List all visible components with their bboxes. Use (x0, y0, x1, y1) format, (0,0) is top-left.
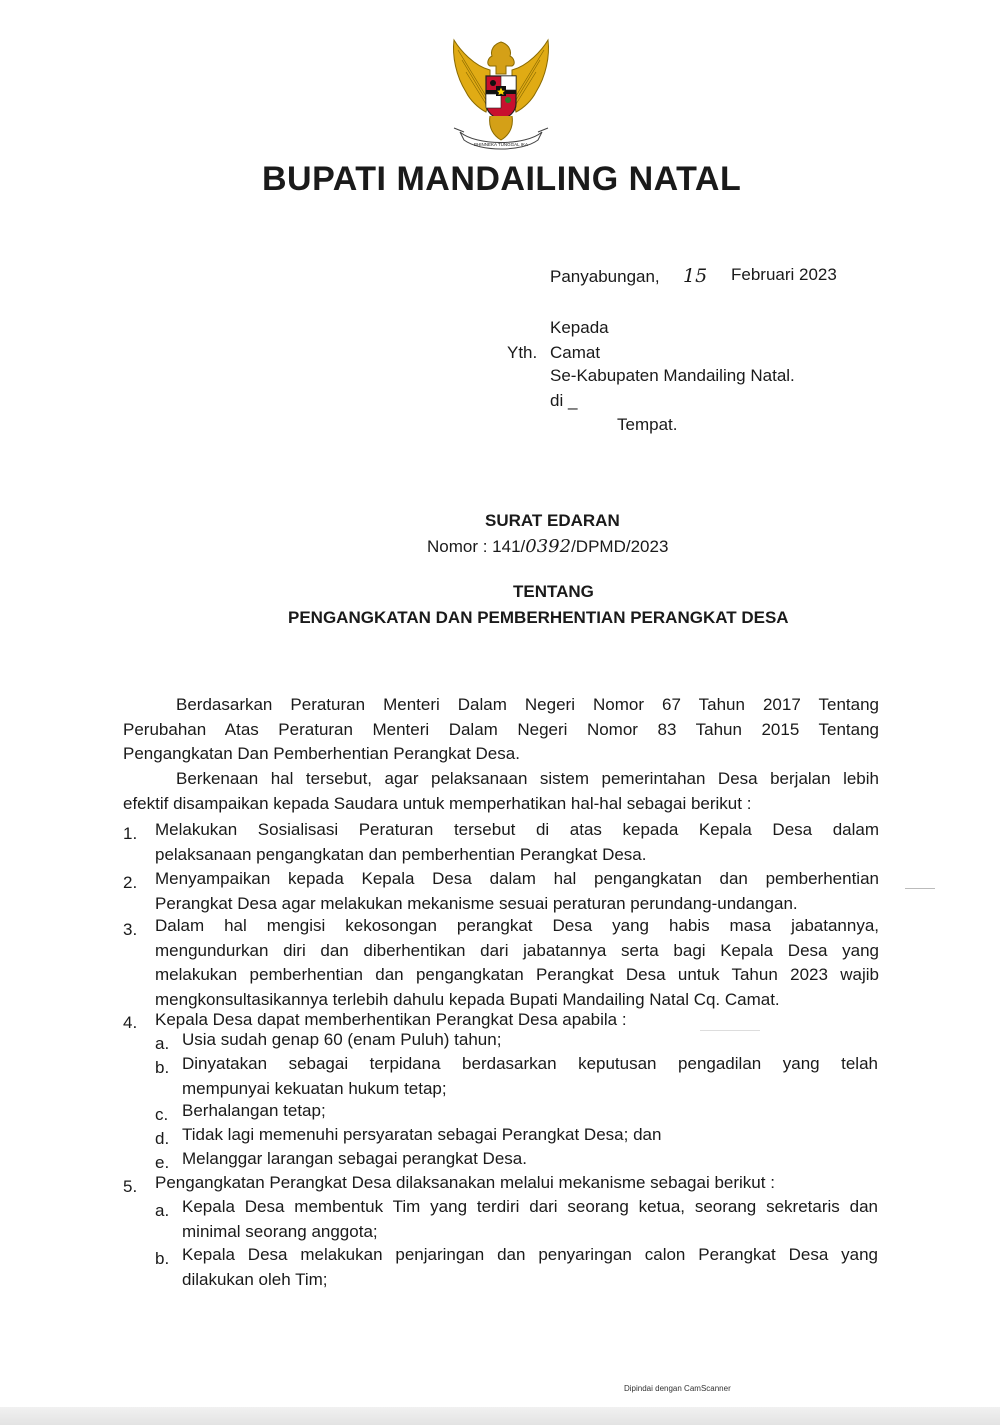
letter-number-suffix: /DPMD/2023 (571, 537, 669, 556)
sub-list-letter: d. (155, 1129, 170, 1148)
scan-speck (905, 888, 935, 889)
letter-number (427, 536, 668, 557)
list-number: 5. (123, 1177, 138, 1196)
letter-tentang: TENTANG (513, 582, 594, 601)
recipient-camat: Camat (550, 343, 601, 362)
paragraph-2-line: Berkenaan hal tersebut, agar pelaksanaan sistem pemerintahan Desa berjalan lebih (176, 769, 879, 788)
sub-item-5a (182, 1195, 878, 1244)
sub-list-letter: b. (155, 1058, 170, 1077)
recipient-tempat: Tempat. (617, 415, 678, 434)
list-number: 3. (123, 920, 138, 939)
list-item-2 (155, 867, 879, 916)
date-day-handwritten: 15 (683, 265, 708, 287)
list-item-line: Dalam hal mengisi kekosongan perangkat Desa yang habis masa jabatannya, (155, 916, 879, 935)
paragraph-1-line: Pengangkatan Dan Pemberhentian Perangkat Desa. (123, 744, 520, 763)
sub-list-letter: b. (155, 1249, 170, 1268)
list-item-line: mengkonsultasikannya terlebih dahulu kepada Bupati Mandailing Natal Cq. Camat. (155, 989, 780, 1009)
paragraph-1-line: Perubahan Atas Peraturan Menteri Dalam Negeri Nomor 83 Tahun 2015 Tentang (123, 719, 879, 739)
list-item-5 (155, 1171, 879, 1196)
sub-item-4b (182, 1052, 878, 1101)
list-item-line: mengundurkan diri dan diberhentikan dari jabatannya serta bagi Kepala Desa yang (155, 940, 879, 960)
list-item-1 (155, 818, 879, 867)
sub-item-line: Kepala Desa melakukan penjaringan dan penyaringan calon Perangkat Desa yang (182, 1245, 878, 1264)
sub-list-letter: a. (155, 1201, 170, 1220)
sub-item-line: Dinyatakan sebagai terpidana berdasarkan keputusan pengadilan yang telah (182, 1054, 878, 1073)
recipient-area: Se-Kabupaten Mandailing Natal. (550, 366, 795, 385)
list-item-line: Perangkat Desa agar melakukan mekanisme sesuai peraturan perundang-undangan. (155, 893, 798, 913)
sub-item-4d (182, 1123, 878, 1148)
sub-item-4c (182, 1099, 878, 1124)
list-number: 1. (123, 824, 138, 843)
paragraph-1 (123, 693, 879, 767)
recipient-kepada: Kepada (550, 318, 609, 337)
scan-speck (700, 1030, 760, 1031)
sub-item-5b (182, 1243, 878, 1292)
list-number: 4. (123, 1013, 138, 1032)
sub-item-4e (182, 1147, 878, 1172)
paragraph-2-line: efektif disampaikan kepada Saudara untuk memperhatikan hal-hal sebagai berikut : (123, 793, 752, 813)
paragraph-2 (123, 767, 879, 816)
letter-type: SURAT EDARAN (485, 511, 620, 530)
list-item-line: Menyampaikan kepada Kepala Desa dalam hal pengangkatan dan pemberhentian (155, 869, 879, 888)
sub-item-line: minimal seorang anggota; (182, 1221, 378, 1241)
date-place: Panyabungan, (550, 267, 660, 286)
sub-item-4a (182, 1028, 878, 1053)
emblem-motto: BHINNEKA TUNGGAL IKA (473, 142, 529, 147)
date-month-year: Februari 2023 (731, 265, 837, 284)
sub-item-line: mempunyai kekuatan hukum tetap; (182, 1078, 447, 1098)
list-item-line: Kepala Desa dapat memberhentikan Perangkat Desa apabila : (155, 1010, 627, 1029)
list-item-line: Melakukan Sosialisasi Peraturan tersebut di atas kepada Kepala Desa dalam (155, 820, 879, 839)
letter-subject: PENGANGKATAN DAN PEMBERHENTIAN PERANGKAT DESA (288, 608, 789, 627)
recipient-di: di _ (550, 391, 578, 410)
garuda-emblem-icon (446, 36, 556, 160)
sub-item-line: Melanggar larangan sebagai perangkat Desa. (182, 1149, 527, 1168)
letter-number-prefix: Nomor : 141/ (427, 537, 526, 556)
sub-item-line: dilakukan oleh Tim; (182, 1269, 328, 1289)
sub-item-line: Usia sudah genap 60 (enam Puluh) tahun; (182, 1030, 502, 1049)
sub-list-letter: e. (155, 1153, 170, 1172)
recipient-yth: Yth. (507, 343, 538, 362)
list-number: 2. (123, 873, 138, 892)
list-item-line: pelaksanaan pengangkatan dan pemberhentian Perangkat Desa. (155, 844, 647, 864)
sub-list-letter: a. (155, 1034, 170, 1053)
sub-list-letter: c. (155, 1105, 169, 1124)
sub-item-line: Tidak lagi memenuhi persyaratan sebagai Perangkat Desa; dan (182, 1125, 662, 1144)
letterhead-title: BUPATI MANDAILING NATAL (262, 160, 742, 198)
list-item-line: melakukan pemberhentian dan pengangkatan Perangkat Desa untuk Tahun 2023 wajib (155, 965, 879, 984)
paragraph-1-line: Berdasarkan Peraturan Menteri Dalam Negeri Nomor 67 Tahun 2017 Tentang (176, 695, 879, 714)
list-item-3 (155, 914, 879, 1012)
letter-number-handwritten: 0392 (525, 536, 572, 557)
sub-item-line: Berhalangan tetap; (182, 1101, 326, 1120)
sub-item-line: Kepala Desa membentuk Tim yang terdiri dari seorang ketua, seorang sekretaris dan (182, 1197, 878, 1216)
list-item-line: Pengangkatan Perangkat Desa dilaksanakan melalui mekanisme sebagai berikut : (155, 1173, 775, 1192)
scanner-watermark: Dipindai dengan CamScanner (624, 1384, 731, 1393)
